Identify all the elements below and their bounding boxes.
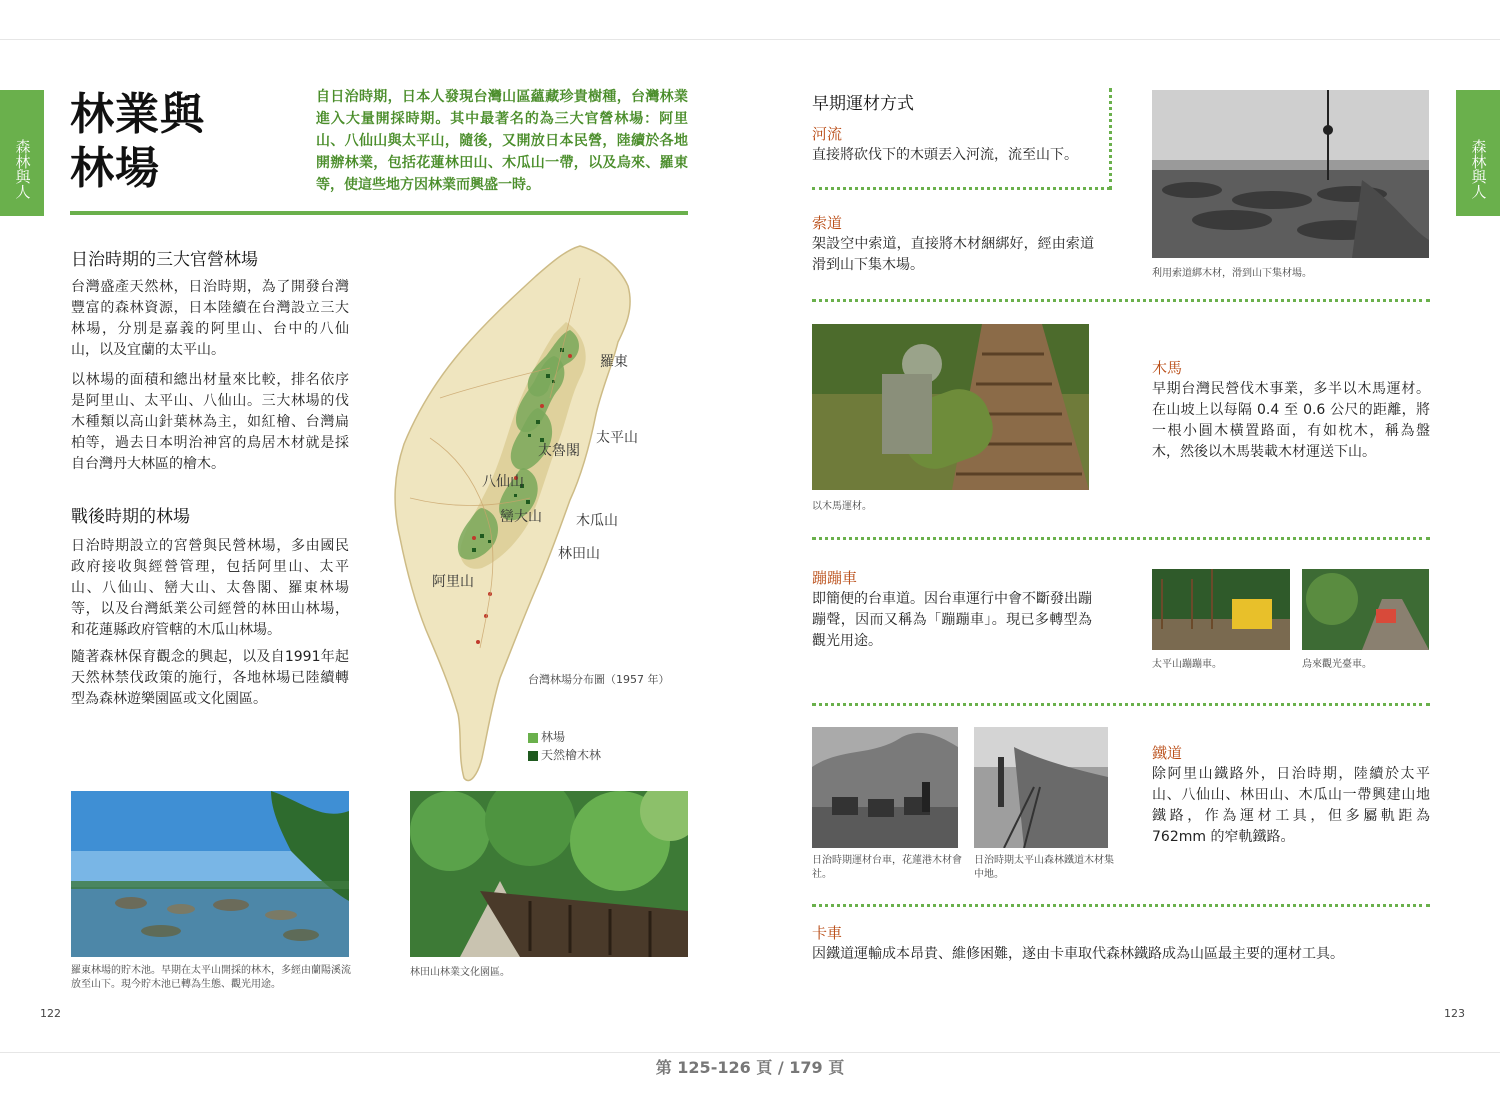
tram-photo2-caption: 烏來觀光臺車。 [1302,659,1372,670]
left-page-number: 122 [40,1007,61,1020]
river-text: 直接將砍伐下的木頭丟入河流，流至山下。 [812,147,1078,163]
photo-wulai-tram [1302,569,1429,650]
tram-heading: 蹦蹦車 [812,569,858,587]
section1-paragraph1: 台灣盛產天然林，日治時期，為了開發台灣豐富的森林資源，日本陸續在台灣設立三大林場，分別是嘉義的阿里山、台中的八仙山，以及宜蘭的太平山。 [71,279,349,358]
right-side-tab [1456,90,1500,216]
river-divider [812,187,1110,190]
map-legend-forest-farm [528,730,565,744]
photo-taipingshan-rail-yard [974,727,1108,848]
book-spread [0,40,1500,1052]
cable-divider [812,299,1430,302]
section2-paragraph2: 隨著森林保育觀念的興起，以及自1991年起天然林禁伐政策的施行，各地林場已陸續轉型為森林遊樂園區或文化園區。 [71,649,349,707]
left-side-tab-label: 森林與人 [13,139,32,199]
photo-cable-logging [1152,90,1429,258]
wooden-horse-divider [812,537,1430,540]
box-vertical-divider [1109,88,1112,190]
section2-heading: 戰後時期的林場 [71,507,190,527]
viewer-top-bar [0,0,1500,40]
page-title [70,88,205,196]
section1-heading: 日治時期的三大官營林場 [71,250,258,270]
map-label-muguashan: 木瓜山 [576,513,618,529]
right-side-tab-label: 森林與人 [1469,139,1488,199]
page-indicator: 第 125-126 頁 / 179 頁 [655,1058,845,1077]
legend-label-cypress: 天然檜木林 [541,748,602,762]
intro-text: 自日治時期，日本人發現台灣山區蘊藏珍貴樹種，台灣林業進入大量開採時期。其中最著名的為三大官營林場：阿里山、八仙山與太平山，隨後，又開放日本民營，陸續於各地開辦林業，包括花蓮林田山、木瓜山一帶，以及烏來、羅東等，使這些地方因林業而興盛一時。 [316,89,688,193]
map-label-luodong: 羅東 [600,354,628,370]
rail-photo1-caption: 日治時期運材台車，花蓮港木材會社。 [812,855,962,880]
legend-label-forest-farm: 林場 [541,730,566,744]
map-label-lintianshan: 林田山 [558,546,600,562]
map-label-taroko: 太魯閣 [538,443,580,459]
map-caption: 台灣林場分布圖（1957 年） [528,673,670,686]
rail-text: 除阿里山鐵路外，日治時期，陸續於太平山、八仙山、林田山、木瓜山一帶興建山地鐵路，作為運材工具，但多屬軌距為 762mm 的窄軌鐵路。 [1152,766,1430,845]
left-side-tab [0,90,44,216]
rail-photo2-caption: 日治時期太平山森林鐵道木材集中地。 [974,855,1114,880]
legend-swatch-forest-farm [528,733,538,743]
page-title-line1: 林業與 [70,89,205,140]
tram-text: 即簡便的台車道。因台車運行中會不斷發出蹦蹦聲，因而又稱為「蹦蹦車」。現已多轉型為觀光用途。 [812,591,1092,649]
map-label-alishan: 阿里山 [432,574,474,590]
wooden-horse-text: 早期台灣民營伐木事業，多半以木馬運材。在山坡上以每隔 0.4 至 0.6 公尺的距離，將一根小圓木橫置路面，有如枕木，稱為盤木，然後以木馬裝載木材運送下山。 [1152,381,1430,460]
rail-divider [812,904,1430,907]
photo-wooden-horse [812,324,1089,490]
page-title-line2: 林場 [70,143,160,194]
title-rule [70,211,688,215]
map-legend-cypress [528,748,601,762]
truck-text: 因鐵道運輸成本昂貴、維修困難，遂由卡車取代森林鐵路成為山區最主要的運材工具。 [812,946,1344,962]
photo-lintianshan-caption: 林田山林業文化園區。 [410,967,510,978]
wooden-horse-heading: 木馬 [1152,359,1183,377]
wooden-horse-photo-caption: 以木馬運材。 [812,501,872,512]
map-label-luandashan: 巒大山 [500,509,542,525]
viewer-footer [0,1052,1500,1096]
tram-photo1-caption: 太平山蹦蹦車。 [1152,659,1222,670]
section1-paragraph2: 以林場的面積和總出材量來比較，排名依序是阿里山、太平山、八仙山。三大林場的伐木種類以高山針葉林為主，如紅檜、台灣扁柏等，過去日本明治神宮的鳥居木材就是採自台灣丹大林區的檜木。 [71,372,349,472]
river-heading: 河流 [812,125,843,143]
photo-luodong-pond [71,791,349,957]
taiwan-forest-map [370,238,670,798]
section2-paragraph1: 日治時期設立的宮營與民營林場，多由國民政府接收與經營管理，包括阿里山、太平山、八仙山、巒大山、太魯閣、羅東林場等，以及台灣紙業公司經營的林田山林場，和花蓮縣政府管轄的木瓜山林場。 [71,538,349,638]
legend-swatch-cypress [528,751,538,761]
cable-text: 架設空中索道，直接將木材綑綁好，經由索道滑到山下集木場。 [812,236,1094,273]
photo-lintianshan-park [410,791,688,957]
tram-divider [812,703,1430,706]
right-page-number: 123 [1444,1007,1465,1020]
map-label-taipingshan: 太平山 [596,430,638,446]
cable-photo-caption: 利用索道綁木材，滑到山下集材場。 [1152,268,1312,279]
cable-heading: 索道 [812,214,843,232]
map-label-baxianshan: 八仙山 [482,474,524,490]
truck-heading: 卡車 [812,924,843,942]
photo-taipingshan-tram [1152,569,1290,650]
photo-luodong-caption: 羅東林場的貯木池。早期在太平山開採的林木，多經由蘭陽溪流放至山下。現今貯木池已轉為生態、觀光用途。 [71,965,351,990]
rail-heading: 鐵道 [1152,744,1183,762]
box-heading: 早期運材方式 [812,94,914,114]
photo-hualien-rail-cart [812,727,958,848]
